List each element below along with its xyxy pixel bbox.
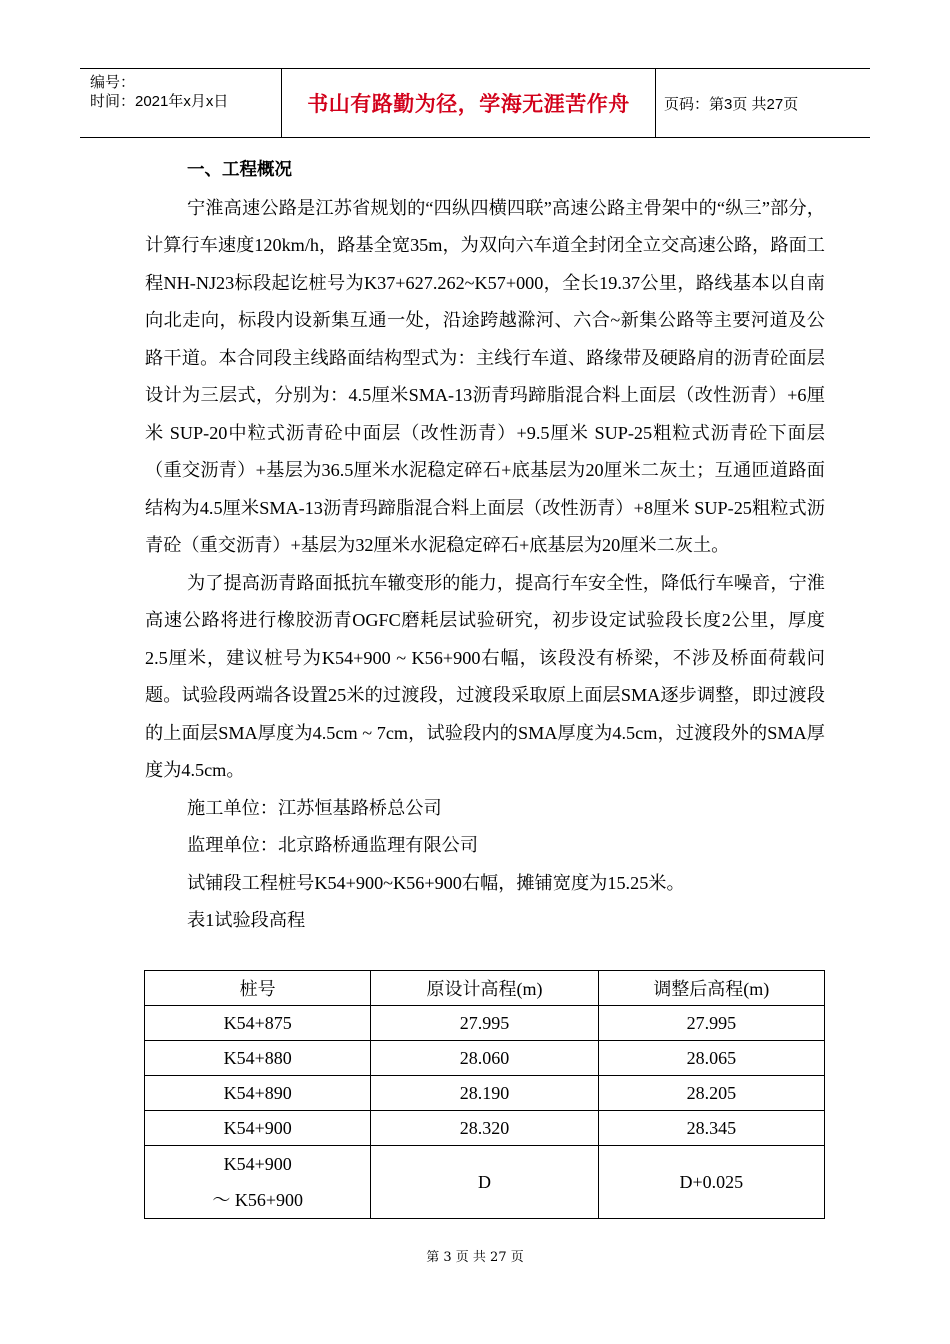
page-footer: 第 3 页 共 27 页 [426,1250,524,1265]
table-row [145,1041,825,1076]
header-motto: 书山有路勤为径，学海无涯苦作舟 [281,69,656,137]
table-cell: K54+890 [145,1076,371,1111]
table-cell: K54+875 [145,1006,371,1041]
table-row [145,1111,825,1146]
page-header [80,68,870,138]
section-title: 一、工程概况 [187,160,292,180]
table-cell: 28.065 [598,1041,824,1076]
table-cell: 28.190 [371,1076,598,1111]
construction-unit: 施工单位：江苏恒基路桥总公司 [187,797,442,818]
table-cell: D+0.025 [598,1146,824,1219]
table-header-cell: 原设计高程(m) [371,971,598,1006]
table-header-cell: 桩号 [145,971,371,1006]
table-row [145,1076,825,1111]
document-date: 时间：2021年x月x日 [90,93,229,110]
header-page-info: 页码：第3页 共27页 [664,96,799,113]
paragraph-trial: 为了提高沥青路面抵抗车辙变形的能力，提高行车安全性，降低行车噪音，宁淮高速公路将进行橡胶沥青OGFC磨耗层试验研究，初步设定试验段长度2公里，厚度2.5厘米，建议桩号为K54+900 ~ K56+900右幅，该段没有桥梁，不涉及桥面荷载问题。试验段两端各设置25米的过渡段，过渡段采取原上面层SMA逐步调整，即过渡段的上面层SMA厚度为4.5cm ~ 7cm，试验段内的SMA厚度为4.5cm，过渡段外的SMA厚度为4.5cm。 [145,572,825,780]
supervision-unit: 监理单位：北京路桥通监理有限公司 [187,835,479,855]
table-header-cell: 调整后高程(m) [598,971,824,1006]
table-caption: 表1试验段高程 [187,910,306,930]
table-cell-station-range [145,1146,371,1219]
table-cell: 28.060 [371,1041,598,1076]
header-meta [80,69,280,137]
table-cell: 27.995 [371,1006,598,1041]
elevation-table [144,970,825,1219]
paragraph-overview: 宁淮高速公路是江苏省规划的“四纵四横四联”高速公路主骨架中的“纵三”部分，计算行车速度120km/h，路基全宽35m，为双向六车道全封闭全立交高速公路，路面工程NH-NJ23标段起讫桩号为K37+627.262~K57+000，全长19.37公里，路线基本以自南向北走向，标段内设新集互通一处，沿途跨越滁河、六合~新集公路等主要河道及公路干道。本合同段主线路面结构型式为：主线行车道、路缘带及硬路肩的沥青砼面层设计为三层式，分别为：4.5厘米SMA-13沥青玛蹄脂混合料上面层（改性沥青）+6厘米 SUP-20中粒式沥青砼中面层（改性沥青）+9.5厘米 SUP-25粗粒式沥青砼下面层（重交沥青）+基层为36.5厘米水泥稳定碎石+底基层为20厘米二灰土；互通匝道路面结构为4.5厘米SMA-13沥青玛蹄脂混合料上面层（改性沥青）+8厘米 SUP-25粗粒式沥青砼（重交沥青）+基层为32厘米水泥稳定碎石+底基层为20厘米二灰土。 [145,197,825,555]
table-row [145,1006,825,1041]
document-body [145,152,825,940]
trial-section-info: 试铺段工程桩号K54+900~K56+900右幅，摊铺宽度为15.25米。 [187,872,685,893]
table-cell: 28.205 [598,1076,824,1111]
station-start: K54+900 [223,1154,292,1174]
table-cell: K54+900 [145,1111,371,1146]
document-number-label: 编号： [90,74,136,91]
table-cell: K54+880 [145,1041,371,1076]
table-header-row [145,971,825,1006]
table-cell: D [371,1146,598,1219]
table-cell: 28.320 [371,1111,598,1146]
station-end: ～ K56+900 [212,1190,303,1210]
table-cell: 28.345 [598,1111,824,1146]
table-row [145,1146,825,1219]
table-cell: 27.995 [598,1006,824,1041]
